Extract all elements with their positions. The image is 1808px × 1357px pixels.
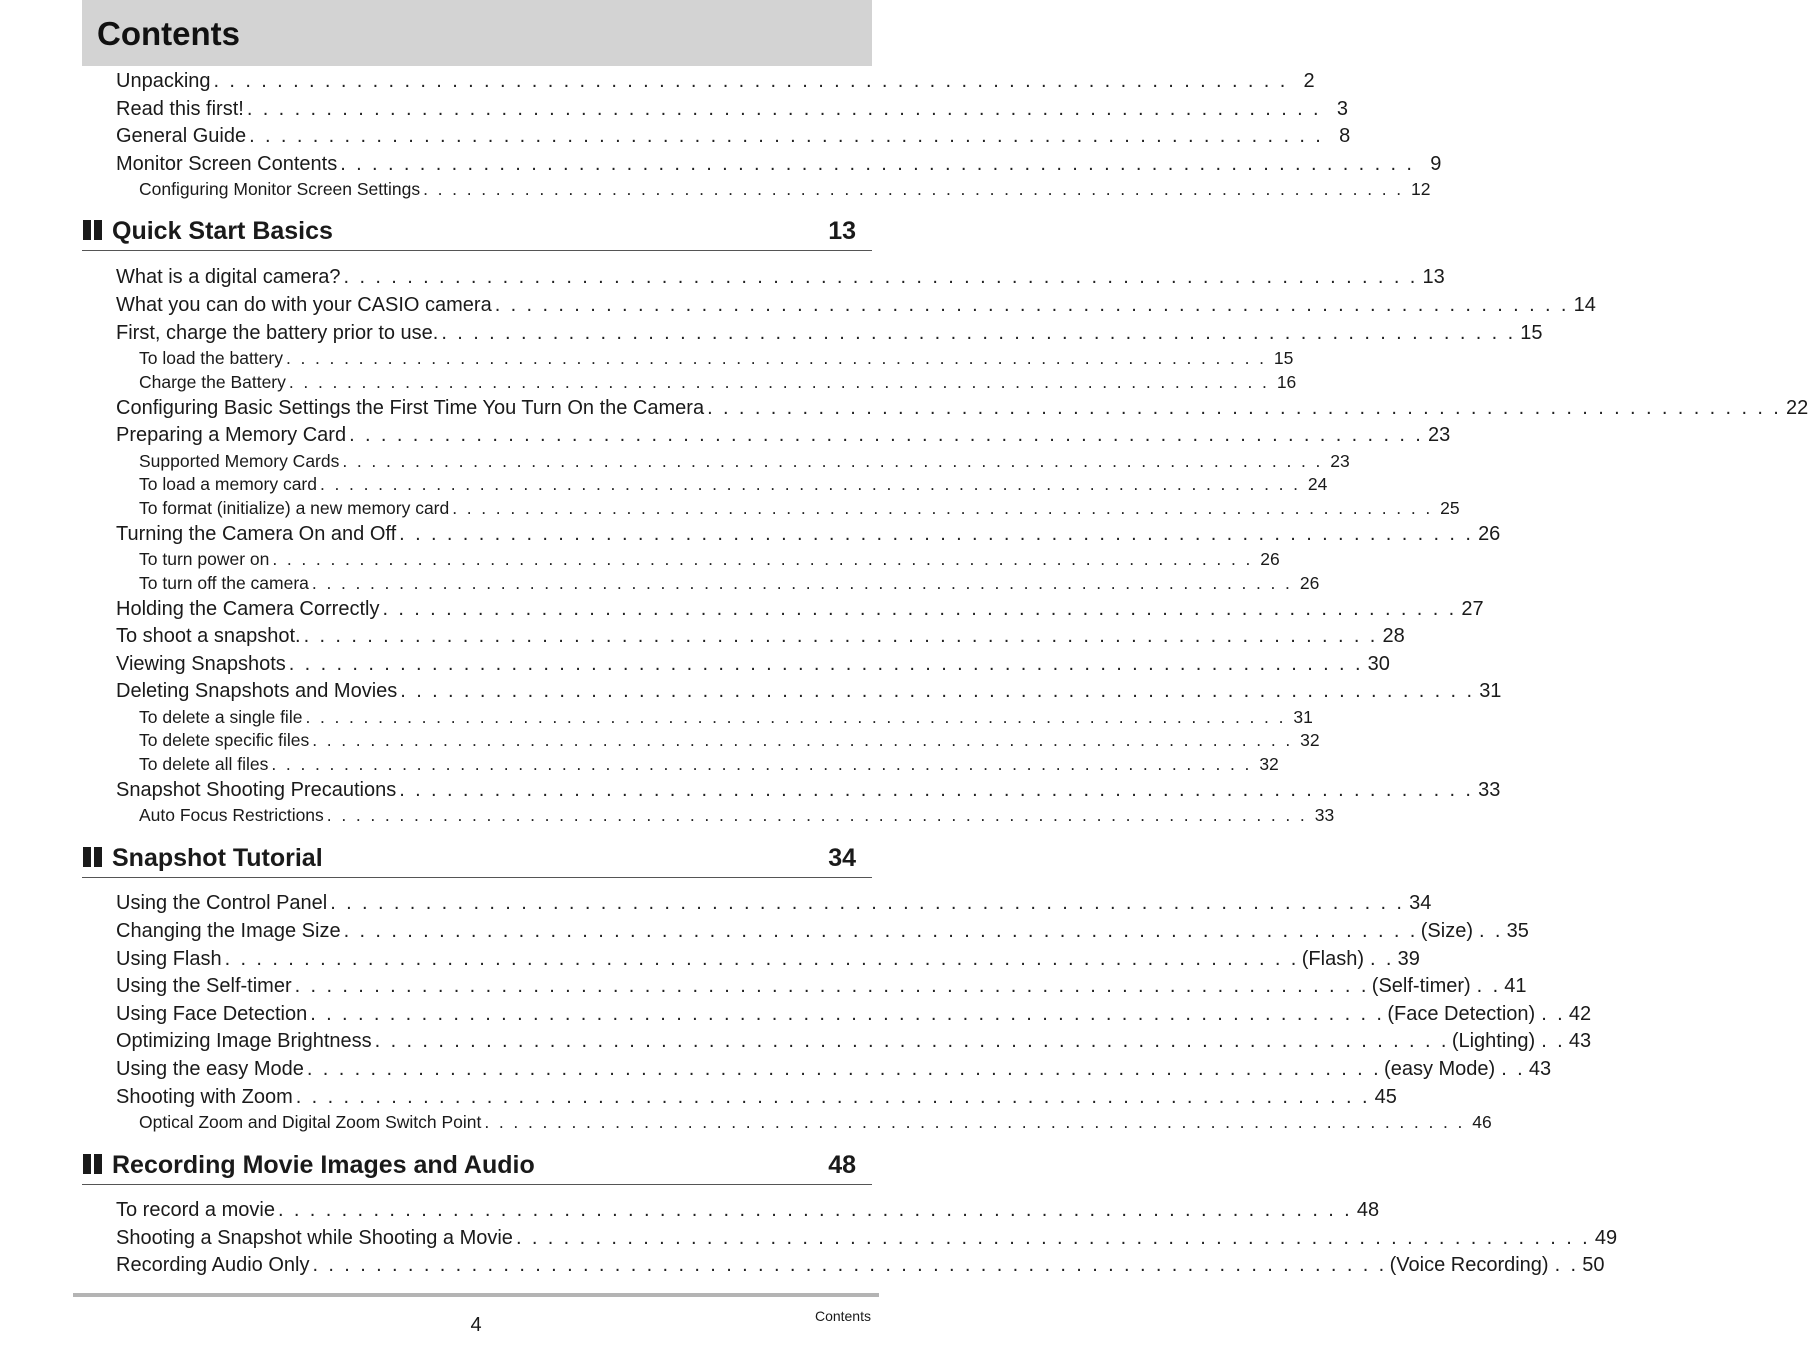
toc-entry[interactable] bbox=[116, 777, 1501, 804]
toc-entry-label: Using the easy Mode bbox=[116, 1058, 304, 1080]
toc-entry-page: 24 bbox=[1307, 474, 1328, 494]
toc-entry-label: Configuring Basic Settings the First Time You Turn On the Camera bbox=[116, 397, 705, 419]
dot-leader: . . bbox=[1476, 975, 1501, 997]
toc-entry-label: Snapshot Shooting Precautions bbox=[116, 779, 397, 801]
toc-subentry[interactable] bbox=[126, 572, 1320, 595]
toc-entry-page: 46 bbox=[1472, 1112, 1492, 1132]
toc-entry[interactable] bbox=[116, 1252, 1605, 1279]
toc-entry-page: 25 bbox=[1440, 498, 1460, 518]
toc-entry[interactable] bbox=[116, 651, 1390, 678]
toc-entry[interactable] bbox=[116, 123, 1351, 150]
toc-entry-page: 23 bbox=[1330, 451, 1350, 471]
toc-subentry[interactable] bbox=[126, 497, 1460, 520]
dot-leader: . . . . . . . . . . . . . . . . . . . . . . . . . . . . . . . . . . . . . . . . . . . . . . . . . . . . . . . . . . . . . . . . . . . . bbox=[271, 754, 1252, 774]
toc-entry-label: To record a movie bbox=[116, 1199, 275, 1221]
dot-leader: . . . . . . . . . . . . . . . . . . . . . . . . . . . . . . . . . . . . . . . . . . . . . . . . . . . . . . . . . . . . . . . . . . . . bbox=[399, 523, 1474, 545]
dot-leader: . . bbox=[1554, 1254, 1579, 1276]
toc-entry-label: Using Face Detection bbox=[116, 1003, 308, 1025]
toc-entry[interactable] bbox=[116, 1056, 1552, 1083]
contents-header-bar bbox=[82, 0, 872, 66]
toc-entry[interactable] bbox=[116, 292, 1596, 319]
toc-entry-tag: (Size) bbox=[1420, 920, 1473, 942]
toc-subentry[interactable] bbox=[126, 548, 1280, 571]
toc-entry-label: Shooting a Snapshot while Shooting a Movie bbox=[116, 1227, 513, 1249]
toc-entry-page: 3 bbox=[1336, 98, 1348, 120]
toc-entry-page: 22 bbox=[1785, 397, 1808, 419]
toc-entry-label: Optical Zoom and Digital Zoom Switch Point bbox=[139, 1112, 482, 1132]
toc-entry[interactable] bbox=[116, 521, 1501, 548]
toc-entry[interactable] bbox=[116, 596, 1484, 623]
toc-subentry[interactable] bbox=[126, 753, 1279, 776]
toc-entry[interactable] bbox=[116, 1001, 1592, 1028]
toc-entry-label: To load a memory card bbox=[139, 474, 317, 494]
toc-entry-label: Auto Focus Restrictions bbox=[139, 805, 324, 825]
dot-leader: . . . . . . . . . . . . . . . . . . . . . . . . . . . . . . . . . . . . . . . . . . . . . . . . . . . . . . . . . . . . . . . . . . . . bbox=[246, 98, 1321, 120]
toc-subentry[interactable] bbox=[126, 178, 1431, 201]
toc-entry-label: Shooting with Zoom bbox=[116, 1086, 293, 1108]
dot-leader: . . . . . . . . . . . . . . . . . . . . . . . . . . . . . . . . . . . . . . . . . . . . . . . . . . . . . . . . . . . . . . . . . . . . bbox=[303, 625, 1378, 647]
toc-entry-page: 41 bbox=[1504, 975, 1527, 997]
section-page: 48 bbox=[828, 1151, 856, 1179]
footer-rule bbox=[73, 1293, 879, 1297]
toc-entry-label: What is a digital camera? bbox=[116, 266, 341, 288]
dot-leader: . . . . . . . . . . . . . . . . . . . . . . . . . . . . . . . . . . . . . . . . . . . . . . . . . . . . . . . . . . . . . . . . . . . . bbox=[288, 653, 1363, 675]
toc-entry-label: Recording Audio Only bbox=[116, 1254, 310, 1276]
toc-entry-page: 43 bbox=[1568, 1030, 1592, 1052]
page-title: Contents bbox=[97, 15, 240, 52]
toc-entry-page: 43 bbox=[1528, 1058, 1552, 1080]
toc-entry-page: 32 bbox=[1300, 730, 1320, 750]
toc-subentry[interactable] bbox=[126, 804, 1335, 827]
toc-entry-label: Using the Control Panel bbox=[116, 892, 328, 914]
dot-leader: . . bbox=[1370, 948, 1394, 970]
toc-entry[interactable] bbox=[116, 264, 1445, 291]
toc-entry-page: 34 bbox=[1409, 892, 1432, 914]
dot-leader: . . bbox=[1501, 1058, 1526, 1080]
dot-leader: . . . . . . . . . . . . . . . . . . . . . . . . . . . . . . . . . . . . . . . . . . . . . . . . . . . . . . . . . . . . . . . . . . . . bbox=[305, 707, 1286, 727]
dot-leader: . . bbox=[1541, 1030, 1566, 1052]
dot-leader: . . . . . . . . . . . . . . . . . . . . . . . . . . . . . . . . . . . . . . . . . . . . . . . . . . . . . . . . . . . . . . . . . . . . bbox=[400, 680, 1475, 702]
toc-entry-page: 50 bbox=[1582, 1254, 1605, 1276]
toc-entry[interactable] bbox=[116, 623, 1405, 650]
dot-leader: . . . . . . . . . . . . . . . . . . . . . . . . . . . . . . . . . . . . . . . . . . . . . . . . . . . . . . . . . . . . . . . . . . . . bbox=[423, 179, 1404, 199]
toc-entry-label: To delete specific files bbox=[139, 730, 310, 750]
dot-leader: . . . . . . . . . . . . . . . . . . . . . . . . . . . . . . . . . . . . . . . . . . . . . . . . . . . . . . . . . . . . . . . . . . . . bbox=[320, 474, 1301, 494]
dot-leader: . . bbox=[1541, 1003, 1566, 1025]
dot-leader: . . . . . . . . . . . . . . . . . . . . . . . . . . . . . . . . . . . . . . . . . . . . . . . . . . . . . . . . . . . . . . . . . . . . bbox=[484, 1112, 1465, 1132]
toc-entry[interactable] bbox=[116, 1028, 1592, 1055]
toc-entry-label: To format (initialize) a new memory card bbox=[139, 498, 450, 518]
dot-leader: . . . . . . . . . . . . . . . . . . . . . . . . . . . . . . . . . . . . . . . . . . . . . . . . . . . . . . . . . . . . . . . . . . . . bbox=[294, 975, 1369, 997]
dot-leader: . . . . . . . . . . . . . . . . . . . . . . . . . . . . . . . . . . . . . . . . . . . . . . . . . . . . . . . . . . . . . . . . . . . . bbox=[326, 805, 1308, 825]
toc-entry-label: Read this first! bbox=[116, 98, 244, 120]
toc-entry-page: 48 bbox=[1356, 1199, 1380, 1221]
dot-leader: . . . . . . . . . . . . . . . . . . . . . . . . . . . . . . . . . . . . . . . . . . . . . . . . . . . . . . . . . . . . . . . . . . . . bbox=[277, 1199, 1353, 1221]
page-number: 4 bbox=[470, 1314, 482, 1336]
section-marker-icon bbox=[83, 1154, 102, 1174]
toc-entry-page: 35 bbox=[1506, 920, 1529, 942]
toc-entry-label: To delete all files bbox=[139, 754, 269, 774]
section-page: 34 bbox=[828, 844, 856, 872]
toc-entry-label: What you can do with your CASIO camera bbox=[116, 294, 492, 316]
dot-leader: . . . . . . . . . . . . . . . . . . . . . . . . . . . . . . . . . . . . . . . . . . . . . . . . . . . . . . . . . . . . . . . . . . . . bbox=[295, 1086, 1370, 1108]
dot-leader: . . . . . . . . . . . . . . . . . . . . . . . . . . . . . . . . . . . . . . . . . . . . . . . . . . . . . . . . . . . . . . . . . . . . bbox=[343, 266, 1418, 288]
toc-entry-page: 26 bbox=[1299, 573, 1320, 593]
toc-entry-page: 12 bbox=[1411, 179, 1431, 199]
toc-entry-label: Deleting Snapshots and Movies bbox=[116, 680, 398, 702]
section-page: 13 bbox=[828, 217, 856, 245]
toc-entry[interactable] bbox=[116, 918, 1529, 945]
toc-entry[interactable] bbox=[116, 422, 1451, 449]
dot-leader: . . . . . . . . . . . . . . . . . . . . . . . . . . . . . . . . . . . . . . . . . . . . . . . . . . . . . . . . . . . . . . . . . . . . bbox=[707, 397, 1782, 419]
dot-leader: . . . . . . . . . . . . . . . . . . . . . . . . . . . . . . . . . . . . . . . . . . . . . . . . . . . . . . . . . . . . . . . . . . . . bbox=[224, 948, 1299, 970]
toc-entry[interactable] bbox=[116, 678, 1502, 705]
toc-entry-label: Viewing Snapshots bbox=[116, 653, 286, 675]
dot-leader: . . . . . . . . . . . . . . . . . . . . . . . . . . . . . . . . . . . . . . . . . . . . . . . . . . . . . . . . . . . . . . . . . . . . bbox=[311, 573, 1293, 593]
toc-entry[interactable] bbox=[116, 890, 1432, 917]
dot-leader: . . . . . . . . . . . . . . . . . . . . . . . . . . . . . . . . . . . . . . . . . . . . . . . . . . . . . . . . . . . . . . . . . . . . bbox=[312, 1254, 1387, 1276]
toc-entry-label: General Guide bbox=[116, 125, 247, 147]
toc-entry-label: To delete a single file bbox=[139, 707, 303, 727]
toc-entry[interactable] bbox=[116, 1197, 1380, 1224]
dot-leader: . . . . . . . . . . . . . . . . . . . . . . . . . . . . . . . . . . . . . . . . . . . . . . . . . . . . . . . . . . . . . . . . . . . . bbox=[285, 348, 1267, 368]
toc-entry-label: Using Flash bbox=[116, 948, 222, 970]
toc-entry-label: Turning the Camera On and Off bbox=[116, 523, 397, 545]
toc-subentry[interactable] bbox=[126, 371, 1297, 394]
toc-entry[interactable] bbox=[116, 96, 1348, 123]
toc-entry-page: 33 bbox=[1314, 805, 1335, 825]
toc-subentry[interactable] bbox=[126, 473, 1328, 496]
toc-entry-page: 28 bbox=[1382, 625, 1405, 647]
toc-entry-label: To turn off the camera bbox=[139, 573, 309, 593]
toc-entry-tag: (Flash) bbox=[1301, 948, 1364, 970]
dot-leader: . . . . . . . . . . . . . . . . . . . . . . . . . . . . . . . . . . . . . . . . . . . . . . . . . . . . . . . . . . . . . . . . . . . . bbox=[343, 920, 1418, 942]
section-title: Quick Start Basics bbox=[112, 217, 333, 245]
toc-entry-label: First, charge the battery prior to use. bbox=[116, 322, 439, 344]
section-marker-icon bbox=[83, 847, 102, 867]
toc-entry-tag: (Voice Recording) bbox=[1389, 1254, 1549, 1276]
dot-leader: . . . . . . . . . . . . . . . . . . . . . . . . . . . . . . . . . . . . . . . . . . . . . . . . . . . . . . . . . . . . . . . . . . . . bbox=[249, 125, 1324, 147]
toc-entry-page: 16 bbox=[1276, 372, 1297, 392]
section-marker-icon bbox=[83, 220, 102, 240]
dot-leader: . . . . . . . . . . . . . . . . . . . . . . . . . . . . . . . . . . . . . . . . . . . . . . . . . . . . . . . . . . . . . . . . . . . . bbox=[312, 730, 1293, 750]
toc-entry-label: Changing the Image Size bbox=[116, 920, 341, 942]
footer-label: Contents bbox=[814, 1308, 871, 1324]
toc-entry-tag: (Self-timer) bbox=[1371, 975, 1471, 997]
toc-entry-label: Holding the Camera Correctly bbox=[116, 598, 380, 620]
toc-entry-label: Unpacking bbox=[116, 70, 211, 92]
toc-entry-page: 15 bbox=[1520, 322, 1543, 344]
dot-leader: . . . . . . . . . . . . . . . . . . . . . . . . . . . . . . . . . . . . . . . . . . . . . . . . . . . . . . . . . . . . . . . . . . . . bbox=[306, 1058, 1382, 1080]
toc-entry-page: 26 bbox=[1260, 549, 1280, 569]
section-title: Snapshot Tutorial bbox=[112, 844, 323, 872]
dot-leader: . . . . . . . . . . . . . . . . . . . . . . . . . . . . . . . . . . . . . . . . . . . . . . . . . . . . . . . . . . . . . . . . . . . . bbox=[349, 424, 1424, 446]
dot-leader: . . . . . . . . . . . . . . . . . . . . . . . . . . . . . . . . . . . . . . . . . . . . . . . . . . . . . . . . . . . . . . . . . . . . bbox=[399, 779, 1474, 801]
toc-subentry[interactable] bbox=[126, 450, 1350, 473]
toc-subentry[interactable] bbox=[126, 347, 1294, 370]
toc-entry-page: 32 bbox=[1259, 754, 1279, 774]
toc-entry-page: 9 bbox=[1430, 153, 1442, 175]
toc-entry-label: Optimizing Image Brightness bbox=[116, 1030, 372, 1052]
toc-entry-page: 31 bbox=[1479, 680, 1502, 702]
toc-entry-label: Configuring Monitor Screen Settings bbox=[139, 179, 421, 199]
toc-entry-page: 13 bbox=[1422, 266, 1445, 288]
dot-leader: . . . . . . . . . . . . . . . . . . . . . . . . . . . . . . . . . . . . . . . . . . . . . . . . . . . . . . . . . . . . . . . . . . . . bbox=[374, 1030, 1449, 1052]
dot-leader: . . . . . . . . . . . . . . . . . . . . . . . . . . . . . . . . . . . . . . . . . . . . . . . . . . . . . . . . . . . . . . . . . . . . bbox=[494, 294, 1569, 316]
toc-entry[interactable] bbox=[116, 1084, 1397, 1111]
toc-entry-page: 49 bbox=[1594, 1227, 1618, 1249]
toc-entry-page: 14 bbox=[1573, 294, 1596, 316]
dot-leader: . . . . . . . . . . . . . . . . . . . . . . . . . . . . . . . . . . . . . . . . . . . . . . . . . . . . . . . . . . . . . . . . . . . . bbox=[342, 451, 1323, 471]
toc-entry-tag: (easy Mode) bbox=[1384, 1058, 1496, 1080]
toc-entry-label: Charge the Battery bbox=[139, 372, 286, 392]
dot-leader: . . . . . . . . . . . . . . . . . . . . . . . . . . . . . . . . . . . . . . . . . . . . . . . . . . . . . . . . . . . . . . . . . . . . bbox=[452, 498, 1433, 518]
toc-entry-tag: (Face Detection) bbox=[1387, 1003, 1536, 1025]
toc-entry-label: Supported Memory Cards bbox=[139, 451, 340, 471]
section-title: Recording Movie Images and Audio bbox=[112, 1151, 535, 1179]
toc-entry[interactable] bbox=[116, 68, 1315, 95]
toc-entry-label: To shoot a snapshot. bbox=[116, 625, 301, 647]
dot-leader: . . . . . . . . . . . . . . . . . . . . . . . . . . . . . . . . . . . . . . . . . . . . . . . . . . . . . . . . . . . . . . . . . . . . bbox=[382, 598, 1457, 620]
toc-entry-label: To turn power on bbox=[139, 549, 270, 569]
toc-entry-page: 26 bbox=[1478, 523, 1501, 545]
toc-entry-page: 45 bbox=[1374, 1086, 1397, 1108]
toc-entry[interactable] bbox=[116, 946, 1420, 973]
toc-entry-page: 42 bbox=[1568, 1003, 1592, 1025]
toc-entry[interactable] bbox=[116, 151, 1442, 178]
dot-leader: . . bbox=[1478, 920, 1503, 942]
toc-entry-label: Using the Self-timer bbox=[116, 975, 292, 997]
dot-leader: . . . . . . . . . . . . . . . . . . . . . . . . . . . . . . . . . . . . . . . . . . . . . . . . . . . . . . . . . . . . . . . . . . . . bbox=[441, 322, 1516, 344]
toc-entry-page: 33 bbox=[1478, 779, 1501, 801]
toc-entry-page: 31 bbox=[1293, 707, 1313, 727]
toc-entry-page: 30 bbox=[1367, 653, 1390, 675]
dot-leader: . . . . . . . . . . . . . . . . . . . . . . . . . . . . . . . . . . . . . . . . . . . . . . . . . . . . . . . . . . . . . . . . . . . . bbox=[515, 1227, 1591, 1249]
toc-entry[interactable] bbox=[116, 1225, 1618, 1252]
toc-entry[interactable] bbox=[116, 973, 1527, 1000]
dot-leader: . . . . . . . . . . . . . . . . . . . . . . . . . . . . . . . . . . . . . . . . . . . . . . . . . . . . . . . . . . . . . . . . . . . . bbox=[272, 549, 1253, 569]
toc-entry-page: 2 bbox=[1303, 70, 1315, 92]
toc-entry[interactable] bbox=[116, 320, 1543, 347]
toc-entry-page: 27 bbox=[1461, 598, 1484, 620]
toc-entry-page: 15 bbox=[1273, 348, 1294, 368]
section-header[interactable] bbox=[82, 214, 872, 251]
toc-entry-label: Monitor Screen Contents bbox=[116, 153, 338, 175]
section-header[interactable] bbox=[82, 841, 872, 878]
toc-entry-page: 39 bbox=[1397, 948, 1420, 970]
dot-leader: . . . . . . . . . . . . . . . . . . . . . . . . . . . . . . . . . . . . . . . . . . . . . . . . . . . . . . . . . . . . . . . . . . . . bbox=[288, 372, 1270, 392]
toc-entry-page: 8 bbox=[1339, 125, 1351, 147]
toc-subentry[interactable] bbox=[126, 706, 1313, 729]
toc-subentry[interactable] bbox=[126, 729, 1320, 752]
toc-entry-page: 23 bbox=[1428, 424, 1451, 446]
toc-entry-tag: (Lighting) bbox=[1451, 1030, 1536, 1052]
dot-leader: . . . . . . . . . . . . . . . . . . . . . . . . . . . . . . . . . . . . . . . . . . . . . . . . . . . . . . . . . . . . . . . . . . . . bbox=[340, 153, 1415, 175]
toc-entry-label: To load the battery bbox=[139, 348, 283, 368]
toc-entry-label: Preparing a Memory Card bbox=[116, 424, 347, 446]
toc-subentry[interactable] bbox=[126, 1111, 1492, 1134]
dot-leader: . . . . . . . . . . . . . . . . . . . . . . . . . . . . . . . . . . . . . . . . . . . . . . . . . . . . . . . . . . . . . . . . . . . . bbox=[213, 70, 1288, 92]
dot-leader: . . . . . . . . . . . . . . . . . . . . . . . . . . . . . . . . . . . . . . . . . . . . . . . . . . . . . . . . . . . . . . . . . . . . bbox=[310, 1003, 1385, 1025]
section-header[interactable] bbox=[82, 1148, 872, 1185]
dot-leader: . . . . . . . . . . . . . . . . . . . . . . . . . . . . . . . . . . . . . . . . . . . . . . . . . . . . . . . . . . . . . . . . . . . . bbox=[330, 892, 1405, 914]
toc-entry[interactable] bbox=[116, 395, 1808, 422]
